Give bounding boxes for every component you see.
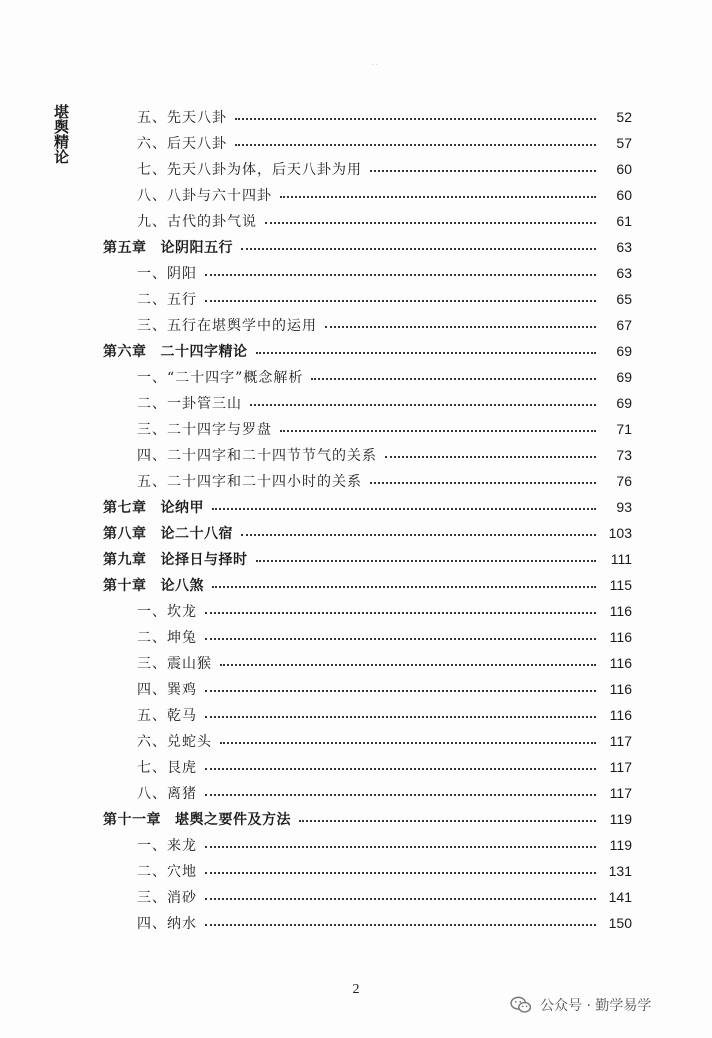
toc-page-number: 67 (616, 317, 632, 333)
toc-page-number: 71 (616, 421, 632, 437)
chapter-number: 第五章 (103, 240, 147, 256)
dot-leader (280, 430, 596, 432)
toc-section-row (0, 834, 712, 856)
dot-leader (241, 248, 596, 250)
toc-chapter-row (0, 808, 712, 830)
dot-leader (235, 144, 596, 146)
toc-page-number: 141 (608, 889, 632, 905)
toc-chapter-row (0, 522, 712, 544)
dot-leader (205, 716, 596, 718)
toc-page-number: 57 (616, 135, 632, 151)
toc-entry-label: 六、兑蛇头 (137, 734, 212, 750)
toc-section-row (0, 600, 712, 622)
dot-leader (325, 326, 596, 328)
dot-leader (250, 404, 596, 406)
toc-page-number: 93 (616, 499, 632, 515)
toc-section-row (0, 652, 712, 674)
toc-page-number: 119 (609, 811, 632, 827)
wechat-icon (510, 996, 532, 1014)
watermark-text: 公众号 · 勤学易学 (540, 998, 652, 1014)
toc-page-number: 61 (616, 213, 632, 229)
toc-page-number: 119 (609, 837, 632, 853)
chapter-title: 二十四字精论 (160, 344, 248, 360)
toc-section-row (0, 912, 712, 934)
toc-section-row (0, 262, 712, 284)
toc-entry-label: 五、二十四字和二十四小时的关系 (137, 474, 362, 490)
toc-entry-label (103, 549, 248, 569)
chapter-title: 堪舆之要件及方法 (175, 812, 291, 828)
toc-page-number: 116 (609, 655, 632, 671)
page-number: 2 (352, 982, 360, 997)
toc-section-row (0, 288, 712, 310)
toc-entry-label (103, 523, 233, 543)
toc-section-row (0, 678, 712, 700)
toc-page-number: 69 (616, 395, 632, 411)
toc-chapter-row (0, 340, 712, 362)
toc-page-number: 63 (616, 265, 632, 281)
toc-section-row (0, 158, 712, 180)
toc-entry-label: 一、来龙 (137, 838, 197, 854)
toc-entry-label: 二、穴地 (137, 864, 197, 880)
toc-section-row (0, 314, 712, 336)
dot-leader (205, 300, 596, 302)
toc-entry-label: 二、坤兔 (137, 630, 197, 646)
toc-section-row (0, 392, 712, 414)
dot-leader (256, 352, 597, 354)
running-title: 堪舆精论 (52, 104, 70, 164)
toc-section-row (0, 626, 712, 648)
toc-entry-label (103, 809, 291, 829)
chapter-number: 第六章 (103, 344, 147, 360)
toc-entry-label: 四、纳水 (137, 916, 197, 932)
chapter-title: 论择日与择时 (160, 552, 248, 568)
dot-leader (370, 482, 596, 484)
toc-entry-label: 三、震山猴 (137, 656, 212, 672)
dot-leader (370, 170, 596, 172)
toc-entry-label: 四、二十四字和二十四节节气的关系 (137, 448, 377, 464)
chapter-number: 第八章 (103, 526, 147, 542)
dot-leader (205, 846, 596, 848)
toc-page-number: 69 (616, 369, 632, 385)
chapter-number: 第七章 (103, 500, 147, 516)
toc-entry-label: 三、消砂 (137, 890, 197, 906)
toc-page-number: 117 (609, 733, 632, 749)
toc-section-row (0, 210, 712, 232)
toc-page-number: 111 (610, 551, 632, 567)
watermark (510, 994, 651, 1016)
toc-entry-label: 八、八卦与六十四卦 (137, 188, 272, 204)
chapter-title: 论二十八宿 (160, 526, 233, 542)
dot-leader (280, 196, 596, 198)
dot-leader (241, 534, 596, 536)
toc-entry-label: 七、艮虎 (137, 760, 197, 776)
dot-leader (311, 378, 596, 380)
dot-leader (256, 560, 597, 562)
toc-page-number: 116 (609, 603, 632, 619)
dot-leader (205, 612, 596, 614)
toc-page-number: 65 (616, 291, 632, 307)
toc-page-number: 116 (609, 707, 632, 723)
dot-leader (205, 690, 596, 692)
toc-section-row (0, 860, 712, 882)
toc-entry-label: 六、后天八卦 (137, 136, 227, 152)
toc-page-number: 115 (609, 577, 632, 593)
toc-entry-label (103, 575, 204, 595)
toc-section-row (0, 756, 712, 778)
toc-entry-label (103, 237, 233, 257)
toc-page-number: 76 (616, 473, 632, 489)
toc-entry-label: 四、巽鸡 (137, 682, 197, 698)
dot-leader (220, 742, 596, 744)
toc-entry-label (103, 497, 204, 517)
dot-leader (220, 664, 596, 666)
chapter-title: 论纳甲 (160, 500, 204, 516)
toc-page-number: 150 (608, 915, 632, 931)
toc-entry-label: 三、二十四字与罗盘 (137, 422, 272, 438)
dot-leader (265, 222, 596, 224)
toc-entry-label: 八、离猪 (137, 786, 197, 802)
toc-section-row (0, 418, 712, 440)
toc-entry-label: 二、一卦管三山 (137, 396, 242, 412)
toc-chapter-row (0, 574, 712, 596)
dot-leader (205, 872, 596, 874)
toc-entry-label (103, 341, 248, 361)
toc-chapter-row (0, 236, 712, 258)
toc-page-number: 60 (616, 161, 632, 177)
toc-entry-label: 一、“二十四字”概念解析 (137, 370, 304, 386)
dot-leader (212, 508, 596, 510)
toc-page-number: 116 (609, 681, 632, 697)
toc-section-row (0, 444, 712, 466)
toc-entry-label: 一、坎龙 (137, 604, 197, 620)
toc-entry-label: 五、乾马 (137, 708, 197, 724)
toc-page-number: 103 (608, 525, 632, 541)
toc-section-row (0, 470, 712, 492)
toc-section-row (0, 106, 712, 128)
dot-leader (205, 638, 596, 640)
toc-page-number: 52 (616, 109, 632, 125)
toc-page-number: 116 (609, 629, 632, 645)
toc-page-number: 73 (616, 447, 632, 463)
toc-section-row (0, 886, 712, 908)
toc-entry-label: 二、五行 (137, 292, 197, 308)
toc-page-number: 60 (616, 187, 632, 203)
scan-speck: · · (372, 62, 378, 69)
dot-leader (299, 820, 596, 822)
toc-section-row (0, 184, 712, 206)
dot-leader (205, 768, 596, 770)
dot-leader (205, 274, 596, 276)
chapter-number: 第十一章 (103, 812, 161, 828)
toc-section-row (0, 132, 712, 154)
dot-leader (205, 898, 596, 900)
chapter-title: 论阴阳五行 (160, 240, 233, 256)
chapter-title: 论八煞 (160, 578, 204, 594)
toc-page-number: 131 (608, 863, 632, 879)
toc-section-row (0, 366, 712, 388)
toc-page-number: 63 (616, 239, 632, 255)
chapter-number: 第十章 (103, 578, 147, 594)
dot-leader (235, 118, 596, 120)
toc-entry-label: 三、五行在堪舆学中的运用 (137, 318, 317, 334)
toc-page-number: 69 (616, 343, 632, 359)
toc-chapter-row (0, 548, 712, 570)
toc-entry-label: 一、阴阳 (137, 266, 197, 282)
dot-leader (205, 924, 596, 926)
dot-leader (385, 456, 596, 458)
toc-page-number: 117 (609, 785, 632, 801)
dot-leader (205, 794, 596, 796)
toc-page-number: 117 (609, 759, 632, 775)
toc-entry-label: 九、古代的卦气说 (137, 214, 257, 230)
toc-entry-label: 五、先天八卦 (137, 110, 227, 126)
toc-section-row (0, 782, 712, 804)
dot-leader (212, 586, 596, 588)
toc-chapter-row (0, 496, 712, 518)
toc-section-row (0, 730, 712, 752)
chapter-number: 第九章 (103, 552, 147, 568)
toc-entry-label: 七、先天八卦为体，后天八卦为用 (137, 162, 362, 178)
toc-section-row (0, 704, 712, 726)
